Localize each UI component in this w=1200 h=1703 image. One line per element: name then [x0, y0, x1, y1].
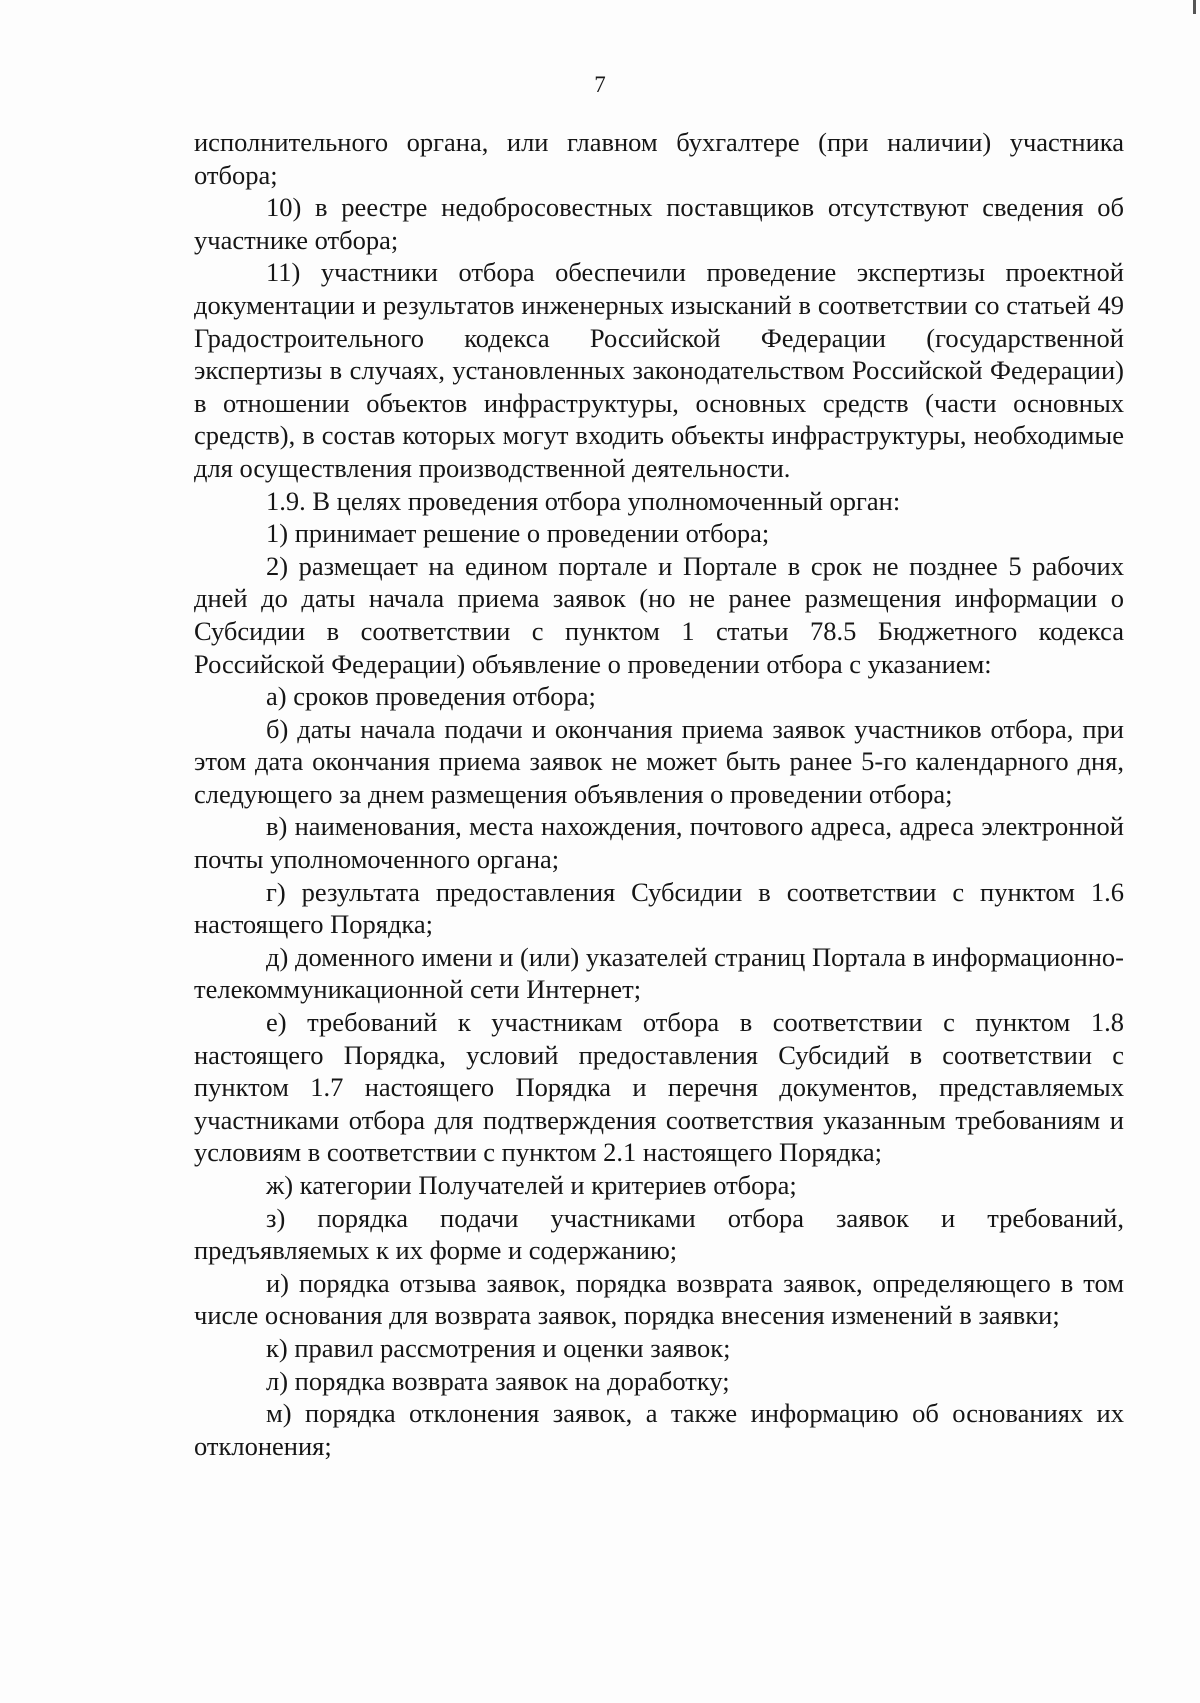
paragraph-item-2: 2) размещает на едином портале и Портале в срок не позднее 5 рабочих дней до даты начала приема заявок (но не ранее размещения информации о Субсидии в соответствии с пунктом 1 статьи 78.5 Бюджетного кодекса Российской Федерации) объявление о проведении отбора с указанием: [194, 550, 1124, 679]
paragraph-item-v: в) наименования, места нахождения, почтового адреса, адреса электронной почты уполномоченного органа; [194, 811, 1124, 875]
paragraph-item-d: д) доменного имени и (или) указателей страниц Портала в информационно-телекоммуникационной сети Интернет; [194, 941, 1124, 1005]
paragraph-item-i: и) порядка отзыва заявок, порядка возврата заявок, определяющего в том числе основания для возврата заявок, порядка внесения изменений в заявки; [194, 1267, 1124, 1331]
paragraph-item-l: л) порядка возврата заявок на доработку; [266, 1365, 730, 1396]
paragraph-item-z: з) порядка подачи участниками отбора заявок и требований, предъявляемых к их форме и содержанию; [194, 1202, 1124, 1266]
paragraph-item-m: м) порядка отклонения заявок, а также информацию об основаниях их отклонения; [194, 1398, 1124, 1461]
paragraph-item-1: 1) принимает решение о проведении отбора; [266, 518, 770, 549]
paragraph-item-11: 11) участники отбора обеспечили проведение экспертизы проектной документации и результатов инженерных изысканий в соответствии со статьей 49 Градостроительного кодекса Российской Федерации (государственной экспертизы в случаях, установленных законодательством Российской Федерации) в отношении объектов инфраструктуры, основных средств (части основных средств), в состав которых могут входить объекты инфраструктуры, необходимые для осуществления производственной деятельности. [194, 257, 1124, 483]
scan-edge-mark [1193, 0, 1196, 14]
document-body [194, 126, 1124, 1462]
paragraph-item-b: б) даты начала подачи и окончания приема заявок участников отбора, при этом дата окончания приема заявок не может быть ранее 5-го календарного дня, следующего за днем размещения объявления о проведении отбора; [194, 713, 1124, 809]
page-number: 7 [594, 72, 606, 97]
paragraph-continuation: исполнительного органа, или главном бухгалтере (при наличии) участника отбора; [194, 127, 1124, 190]
paragraph-item-zh: ж) категории Получателей и критериев отбора; [266, 1170, 797, 1200]
paragraph-item-e: е) требований к участникам отбора в соответствии с пунктом 1.8 настоящего Порядка, условий предоставления Субсидий в соответствии с пунктом 1.7 настоящего Порядка и перечня документов, представляемых участниками отбора для подтверждения соответствия указанным требованиям и условиям в соответствии с пунктом 2.1 настоящего Порядка; [194, 1007, 1124, 1168]
paragraph-item-a: а) сроков проведения отбора; [266, 681, 596, 712]
paragraph-item-g: г) результата предоставления Субсидии в соответствии с пунктом 1.6 настоящего Порядка; [194, 876, 1124, 940]
paragraph-item-10: 10) в реестре недобросовестных поставщиков отсутствуют сведения об участнике отбора; [194, 192, 1124, 255]
paragraph-section-1-9: 1.9. В целях проведения отбора уполномоченный орган: [266, 485, 901, 516]
paragraph-item-k: к) правил рассмотрения и оценки заявок; [266, 1332, 731, 1363]
